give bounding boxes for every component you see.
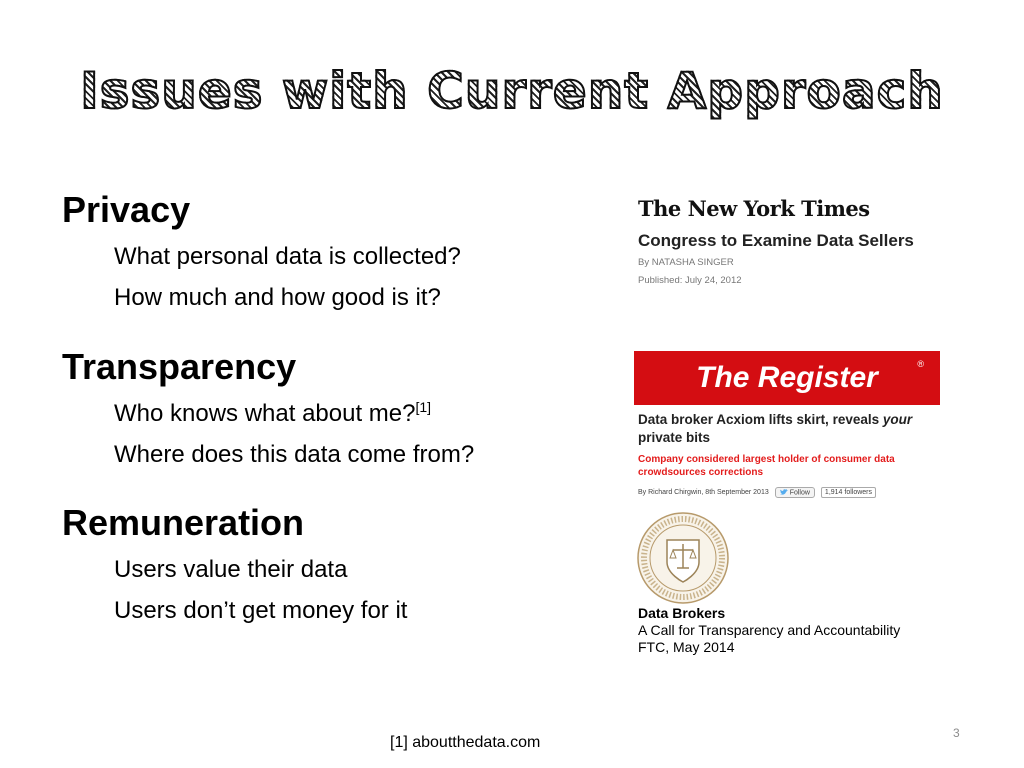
- bullet-item: How much and how good is it?: [114, 284, 441, 311]
- ftc-source: FTC, May 2014: [638, 639, 735, 655]
- section-transparency: [62, 347, 474, 475]
- section-heading: Transparency: [62, 346, 297, 387]
- ftc-caption: [638, 605, 900, 656]
- register-banner: [634, 351, 940, 405]
- footnote-ref: [1]: [415, 399, 432, 415]
- nyt-headline: Congress to Examine Data Sellers: [638, 231, 914, 250]
- register-clipping: [634, 351, 940, 498]
- bullet-item: Users don’t get money for it: [114, 597, 408, 624]
- slide-number: 3: [953, 726, 960, 740]
- twitter-follow-button[interactable]: Follow: [775, 487, 815, 498]
- bullet-item: What personal data is collected?: [114, 243, 461, 270]
- register-meta: [634, 487, 940, 498]
- ftc-seal-icon: [637, 512, 729, 604]
- register-subhead: Company considered largest holder of consumer data crowdsources corrections: [638, 454, 895, 478]
- twitter-bird-icon: [780, 489, 788, 496]
- footnote: [1] aboutthedata.com: [390, 734, 541, 751]
- nyt-clipping: [638, 196, 968, 287]
- section-privacy: [62, 190, 461, 318]
- register-byline: By Richard Chirgwin, 8th September 2013: [638, 489, 769, 497]
- follower-count: 1,914 followers: [821, 487, 876, 498]
- nyt-published: Published: July 24, 2012: [638, 275, 742, 286]
- registered-mark: ®: [917, 359, 924, 369]
- bullet-item: Where does this data come from?: [114, 441, 475, 468]
- bullet-item: [62, 393, 474, 434]
- section-heading: Privacy: [62, 189, 191, 230]
- nyt-masthead: The New York Times: [638, 196, 870, 221]
- bullet-item: Users value their data: [114, 556, 348, 583]
- nyt-byline: By NATASHA SINGER: [638, 257, 734, 268]
- ftc-title: Data Brokers: [638, 605, 726, 621]
- slide-title: Issues with Current Approach: [0, 62, 1024, 120]
- section-remuneration: [62, 503, 407, 631]
- section-heading: Remuneration: [62, 502, 305, 543]
- bullet-text: Who knows what about me?: [114, 400, 416, 427]
- register-headline: Data broker Acxiom lifts skirt, reveals your private bits: [638, 412, 913, 445]
- register-logo: The Register: [696, 361, 878, 394]
- ftc-subtitle: A Call for Transparency and Accountability: [638, 622, 901, 638]
